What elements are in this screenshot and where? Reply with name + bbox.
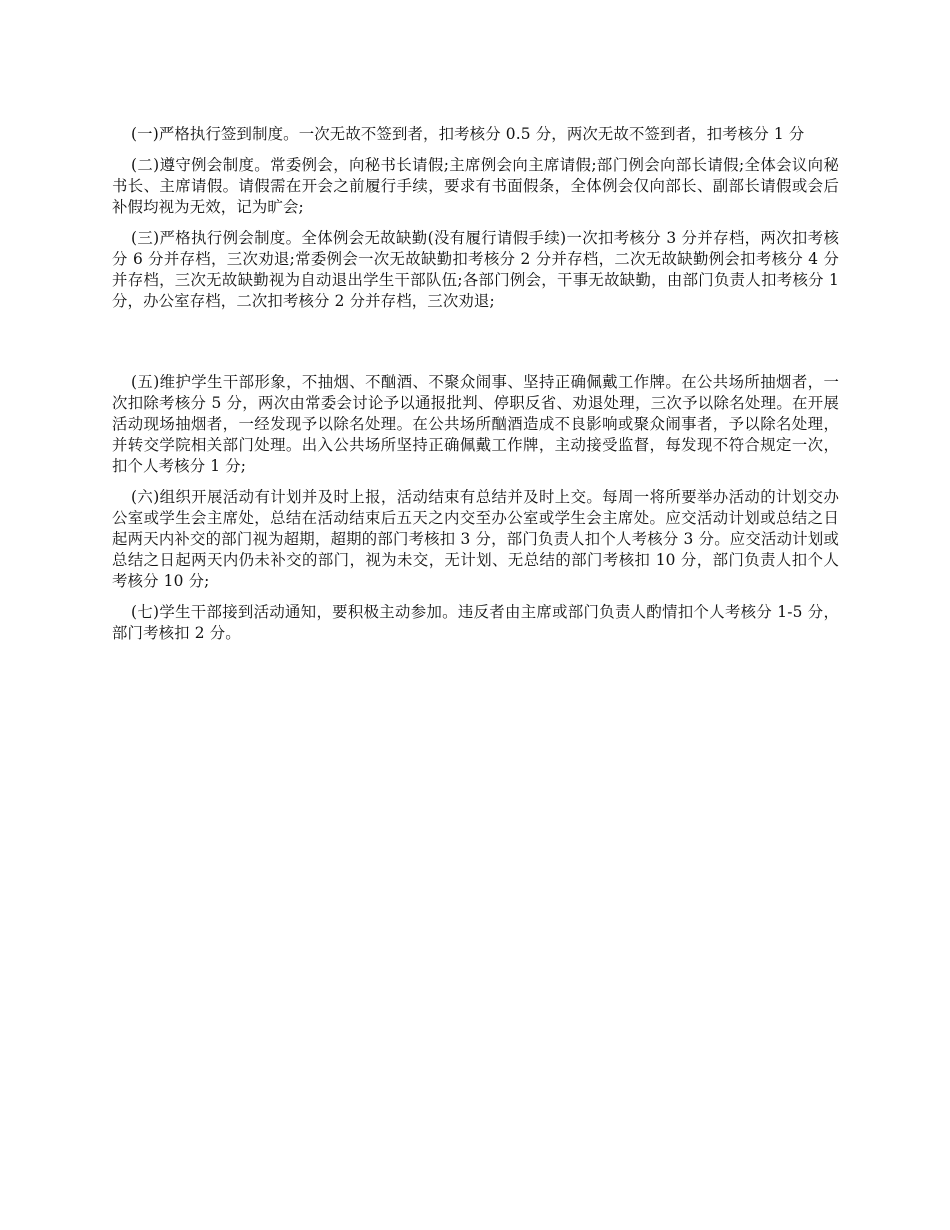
paragraph-5: (五)维护学生干部形象，不抽烟、不酗酒、不聚众闹事、坚持正确佩戴工作牌。在公共场所抽烟者，一次扣除考核分 5 分，两次由常委会讨论予以通报批判、停职反省、劝退处理，三次予以除名处理。在开展活动现场抽烟者，一经发现予以除名处理。在公共场所酗酒造成不良影响或聚众闹事者，予以除名处理，并转交学院相关部门处理。出入公共场所坚持正确佩戴工作牌，主动接受监督，每发现不符合规定一次，扣个人考核分 1 分; (112, 373, 839, 475)
paragraph-1: (一)严格执行签到制度。一次无故不签到者，扣考核分 0.5 分，两次无故不签到者，扣考核分 1 分 (131, 125, 805, 143)
document-page (112, 124, 839, 654)
paragraph-2: (二)遵守例会制度。常委例会，向秘书长请假;主席例会向主席请假;部门例会向部长请假;全体会议向秘书长、主席请假。请假需在开会之前履行手续，要求有书面假条，全体例会仅向部长、副部长请假或会后补假均视为无效，记为旷会; (112, 156, 839, 216)
paragraph-6: (六)组织开展活动有计划并及时上报，活动结束有总结并及时上交。每周一将所要举办活动的计划交办公室或学生会主席处，总结在活动结束后五天之内交至办公室或学生会主席处。应交活动计划或总结之日起两天内补交的部门视为超期，超期的部门考核扣 3 分，部门负责人扣个人考核分 3 分。应交活动计划或总结之日起两天内仍未补交的部门，视为未交，无计划、无总结的部门考核扣 10 分，部门负责人扣个人考核分 10 分; (112, 488, 839, 590)
paragraph-3: (三)严格执行例会制度。全体例会无故缺勤(没有履行请假手续)一次扣考核分 3 分并存档，两次扣考核分 6 分并存档，三次劝退;常委例会一次无故缺勤扣考核分 2 分并存档，二次无故缺勤例会扣考核分 4 分并存档，三次无故缺勤视为自动退出学生干部队伍;各部门例会，干事无故缺勤，由部门负责人扣考核分 1 分，办公室存档，二次扣考核分 2 分并存档，三次劝退; (112, 229, 839, 310)
paragraph-7: (七)学生干部接到活动通知，要积极主动参加。违反者由主席或部门负责人酌情扣个人考核分 1-5 分，部门考核扣 2 分。 (112, 603, 839, 642)
paragraph-gap (112, 322, 839, 372)
